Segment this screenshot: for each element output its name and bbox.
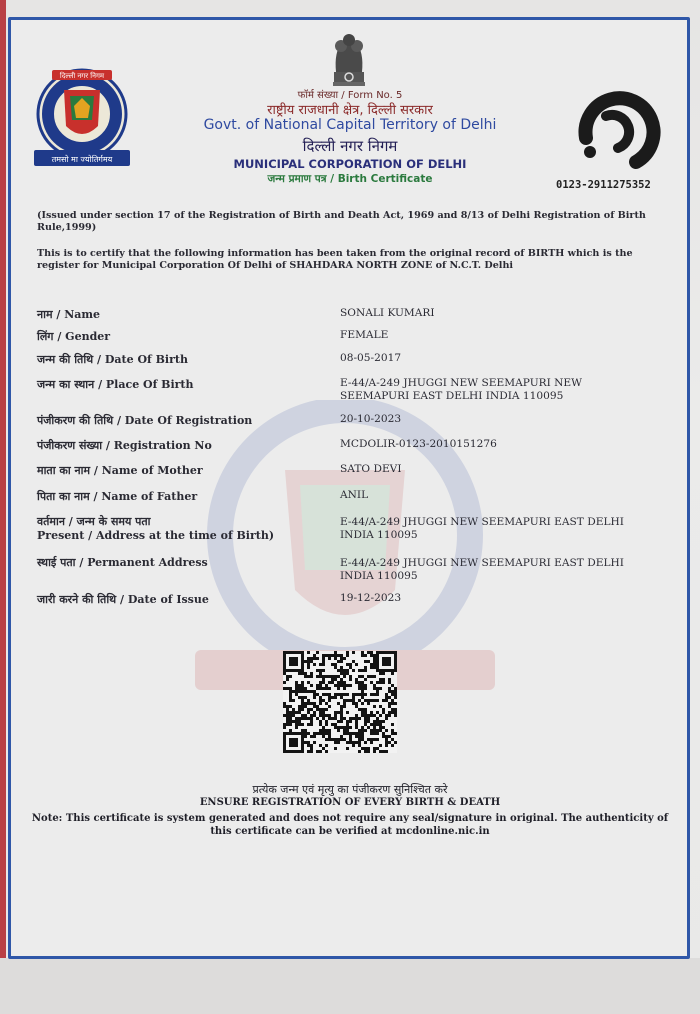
field-value: SATO DEVI [340, 463, 402, 475]
field-value: MCDOLIR-0123-2010151276 [340, 438, 497, 450]
ring-logo-icon [566, 86, 670, 172]
ashoka-emblem-icon [328, 28, 370, 88]
page-below [0, 958, 700, 1014]
field-label: पंजीकरण की तिथि / Date Of Registration [37, 414, 253, 427]
field-label: स्थाई पता / Permanent Address [37, 556, 208, 569]
svg-text:तमसो मा ज्योतिर्गमय: तमसो मा ज्योतिर्गमय [51, 155, 113, 164]
footer-note: Note: This certificate is system generated and does not require any seal/signature in original. The authenticity of this certificate can be verified at mcdonline.nic.in [31, 813, 669, 837]
field-label: पंजीकरण संख्या / Registration No [37, 439, 212, 452]
govt-hindi: राष्ट्रीय राजधानी क्षेत्र, दिल्ली सरकार [267, 103, 433, 118]
field-label: जन्म की तिथि / Date Of Birth [37, 353, 188, 366]
field-label: लिंग / Gender [37, 330, 111, 343]
field-label: वर्तमान / जन्म के समय पता [37, 515, 151, 528]
certify-text: This is to certify that the following information has been taken from the original record of BIRTH which is the register for Municipal Corporation Of Delhi of SHAHDARA NORTH ZONE of N.C.T. Delhi [37, 248, 633, 271]
field-label: माता का नाम / Name of Mother [37, 464, 203, 477]
field-value: 08-05-2017 [340, 352, 402, 364]
folder-edge [0, 0, 6, 1014]
mcd-english: MUNICIPAL CORPORATION OF DELHI [233, 157, 467, 171]
field-value: FEMALE [340, 329, 389, 341]
certificate-code: 0123-2911275352 [556, 179, 651, 191]
field-label: जारी करने की तिथि / Date of Issue [37, 593, 209, 606]
govt-english: Govt. of National Capital Territory of Delhi [203, 117, 497, 133]
qr-code-icon [283, 651, 397, 753]
field-value: E-44/A-249 JHUGGI NEW SEEMAPURI NEW SEEMAPURI EAST DELHI INDIA 110095 [340, 377, 583, 402]
mcd-logo-icon [30, 68, 134, 176]
field-value: ANIL [340, 489, 369, 501]
issued-under-text: (Issued under section 17 of the Registration of Birth and Death Act, 1969 and 8/13 of Delhi Registration of Birth Rule,1999) [37, 210, 646, 233]
field-value: SONALI KUMARI [340, 307, 435, 319]
field-value: E-44/A-249 JHUGGI NEW SEEMAPURI EAST DELHI INDIA 110095 [340, 557, 624, 582]
svg-text:दिल्ली नगर निगम: दिल्ली नगर निगम [59, 72, 105, 80]
footer-hindi: प्रत्येक जन्म एवं मृत्यु का पंजीकरण सुनिश्चित करे [252, 783, 448, 796]
certificate-title: जन्म प्रमाण पत्र / Birth Certificate [267, 173, 433, 185]
form-number: फॉर्म संख्या / Form No. 5 [297, 90, 403, 101]
field-label: जन्म का स्थान / Place Of Birth [37, 378, 194, 391]
field-value: 20-10-2023 [340, 413, 402, 425]
field-label: नाम / Name [37, 308, 101, 321]
field-value: 19-12-2023 [340, 592, 402, 604]
field-label-secondary: Present / Address at the time of Birth) [37, 529, 275, 542]
field-value: E-44/A-249 JHUGGI NEW SEEMAPURI EAST DELHI INDIA 110095 [340, 516, 624, 541]
field-label: पिता का नाम / Name of Father [37, 490, 198, 503]
mcd-hindi: दिल्ली नगर निगम [302, 137, 398, 155]
footer-english: ENSURE REGISTRATION OF EVERY BIRTH & DEATH [199, 797, 501, 808]
